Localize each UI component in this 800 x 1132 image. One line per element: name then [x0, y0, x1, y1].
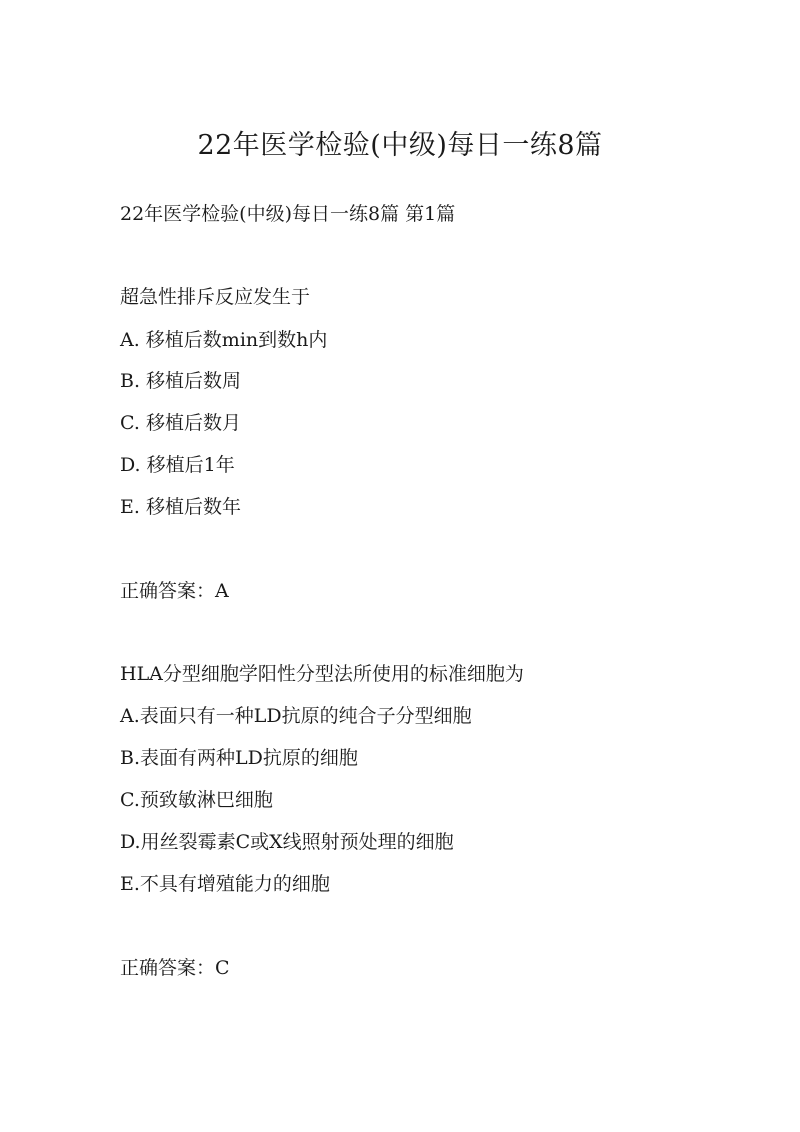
option-e: E.不具有增殖能力的细胞	[120, 873, 330, 895]
document-title: 22年医学检验(中级)每日一练8篇	[197, 130, 603, 161]
option-c: C. 移植后数月	[120, 412, 241, 434]
option-b: B. 移植后数周	[120, 370, 242, 392]
option-a: A.表面只有一种LD抗原的纯合子分型细胞	[120, 705, 472, 727]
option-b: B.表面有两种LD抗原的细胞	[120, 747, 358, 769]
option-d: D. 移植后1年	[120, 454, 235, 476]
option-a: A. 移植后数min到数h内	[120, 329, 328, 351]
correct-answer: 正确答案：A	[120, 580, 229, 602]
option-e: E. 移植后数年	[120, 496, 241, 518]
option-d: D.用丝裂霉素C或X线照射预处理的细胞	[120, 831, 454, 853]
correct-answer: 正确答案：C	[120, 957, 230, 979]
document-subtitle: 22年医学检验(中级)每日一练8篇 第1篇	[120, 203, 456, 225]
question-stem: HLA分型细胞学阳性分型法所使用的标准细胞为	[120, 663, 524, 685]
question-stem: 超急性排斥反应发生于	[120, 286, 311, 308]
option-c: C.预致敏淋巴细胞	[120, 789, 273, 811]
